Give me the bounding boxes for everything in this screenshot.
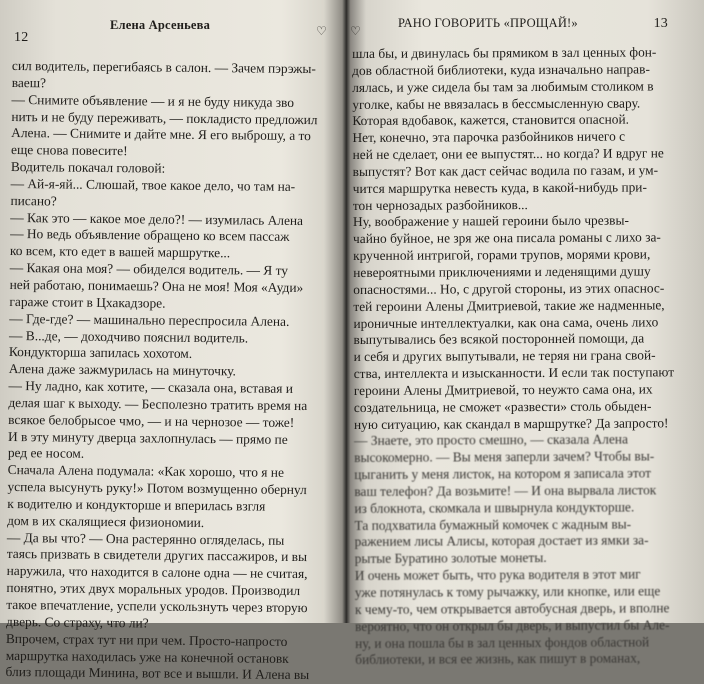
text-line: такое впечатление, успели ускользнуть через вторую [6,596,308,616]
text-line: писано? [10,192,57,209]
text-line: ства, интеллекта и изысканности. И если так поступают [353,364,675,382]
text-line: уже потянулась к тому рычажку, или кнопке, или еще [354,583,661,600]
text-line: понятно, этих двух моральных уродов. Производил [6,580,301,599]
text-line: уголке, кабы не ввязалась в бессмысленную свару. [352,95,641,112]
right-ornament-icon: ♡ [350,24,361,38]
text-line: дверь. Со страху, что ли? [6,613,149,631]
text-line: маршрутка находилась уже на конечной остановк [5,647,289,666]
text-line: — Снимите объявление — и я не буду никуда зво [11,91,295,110]
text-line: Впрочем, страх тут ни при чем. Просто-напросто [5,630,288,649]
text-line: ироничные интеллектуалки, как она сама, очень лихо [353,313,659,331]
text-line: — Как это — какое мое дело?! — изумилась Алена [10,209,304,228]
text-line: Та подхватила бумажный комочек с жадным вы- [354,516,632,533]
text-line: вероятно, что он открыл бы дверь, и выпустил бы Але- [354,617,670,634]
text-line: создательница, не сможет «развести» столь обыден- [353,398,652,415]
text-line: тон чернозадых разбойников... [352,196,528,213]
text-line: — Ну ладно, как хотите, — сказала она, вставая и [8,378,294,396]
text-line: И в эту минуту дверца захлопнулась — прямо пе [7,428,288,447]
left-page-number: 12 [14,30,29,45]
text-line: выпустят? Вот как даст сейчас водила по газам, и ум- [352,162,659,179]
right-page [346,0,704,668]
text-line: ражением лисы Алисы, которая достает из ямки за- [354,532,649,550]
left-page [0,0,340,683]
text-line: Нет, конечно, эта парочка разбойников ничего с [352,128,626,146]
text-line: ваеш? [11,74,47,91]
text-line: цыганить у меня листок, на котором я записала этот [354,465,651,483]
text-line: ней работаю, понимаешь? Она не моя! Моя «Ауди» [9,276,304,296]
text-line: тей героини Алены Дмитриевой, такие же надменные, [353,297,665,314]
text-line: шла бы, и двинулась бы прямиком в зал ценных фон- [352,44,657,61]
text-line: высокомерно. — Вы меня заперли зачем? Чтобы вы- [354,448,655,466]
left-page-text [5,58,318,684]
left-ornament-icon: ♡ [316,24,327,38]
text-line: из блокнота, скомкала и швырнула кондукторше. [354,499,635,516]
text-line: Ну, воображение у нашей героини было чрезвы- [352,212,629,230]
text-line: дом в их скалящиеся физиономии. [7,512,205,530]
text-line: к водителю и кондукторше и вперилась взгля [7,495,266,514]
text-line: героини Алены Дмитриевой, то неужто сама она, их [353,381,653,398]
text-line: — Ай-я-яй... Слюшай, твое какое дело, чо там на- [10,175,296,194]
text-line: Алена. — Снимите и дайте мне. Я его выброшу, а то [11,125,311,144]
text-line: и себя и других выпутывали, не теряя ни грана свой- [353,347,656,365]
text-line: еще снова повесите! [10,142,128,159]
right-running-title: РАНО ГОВОРИТЬ «ПРОЩАЙ!» [398,16,578,30]
text-line: опасностями... Но, с другой стороны, из этих опаснос- [353,280,665,297]
text-line: нить и не буду переживать, — покладисто предложил [11,108,318,127]
text-line: близ площади Минина, вот все и вышли. И Алена вы [5,664,310,683]
text-line: ную ситуацию, как скандал в маршрутке? Да запросто! [353,414,669,432]
text-line: И очень может быть, что рука водителя в этот миг [354,566,641,584]
left-running-title: Елена Арсеньева [110,18,211,32]
text-line: ней не сделает, они ее выпустят... но когда? И вдруг не [352,145,664,163]
text-line: таясь призвать в свидетели других пассажиров, и вы [6,546,308,565]
text-line: библиотеки, и вся ее жизнь, как пишут в романах, [355,650,641,668]
text-line: — Какая она моя? — обиделся водитель. — Я ту [9,260,289,279]
right-page-number: 13 [653,16,668,31]
text-line: Алена даже зажмурилась на минуточку. [8,361,236,379]
text-line: — Знаете, это просто смешно, — сказала Алена [354,431,629,449]
text-line: гараже стоит в Цхакадзоре. [9,293,166,311]
text-line: делая шаг к выходу. — Бесполезно тратить время на [8,394,308,413]
text-line: Сначала Алена подумала: «Как хорошо, что я не [7,462,285,481]
text-line: крученной интригой, горами трупов, морями крови, [353,246,651,264]
text-line: невероятными приключениями и леденящими душу [353,263,651,280]
text-line: — Где-где? — машинально переспросила Алена. [9,310,290,329]
text-line: чайно буйное, не зря же она писала романы с лихо за- [352,229,661,247]
text-line: дов областной библиотеки, куда изначально направ- [352,61,650,78]
text-line: к чему-то, чем открывается автобусная дверь, и вполне [354,600,670,617]
text-line: ну, и она пошла бы в зал ценных фондов областной [355,633,650,651]
text-line: Кондукторша запилась хохотом. [8,344,193,362]
text-line: Водитель покачал головой: [10,159,166,176]
text-line: ваш телефон? Да возьмите! — И она вырвала листок [354,482,657,499]
text-line: сил водитель, перегибаясь в салон. — Зачем пэрэжы- [11,58,316,77]
text-line: наружила, что находится в салоне одна — не считая, [6,563,308,582]
text-line: Которая вдобавок, кажется, становится опасной. [352,111,630,129]
text-line: всякое белобрысое чмо, — и на чернозое — тоже! [8,411,295,430]
text-line: выпутывались без всякой посторонней помощи, да [353,330,645,348]
text-line: ко всем, кто едет в вашей маршрутке... [9,243,231,261]
text-line: ред ее носом. [7,445,85,462]
right-page-text [352,44,676,669]
text-line: — Но ведь объявление обращено ко всем пассаж [10,226,290,245]
text-line: лялась, и уже сидела бы там за любимым столиком в [352,78,654,95]
text-line: чится маршрутка невесть куда, в какой-нибудь при- [352,179,647,196]
text-line: — В...де, — доходчиво пояснил водитель. [9,327,249,345]
text-line: успела высунуть руку!» Потом возмущенно обернул [7,479,307,498]
text-line: — Да вы что? — Она растерянно огляделась, пы [6,529,285,548]
text-line: рытые Буратино золотые монеты. [354,550,547,567]
